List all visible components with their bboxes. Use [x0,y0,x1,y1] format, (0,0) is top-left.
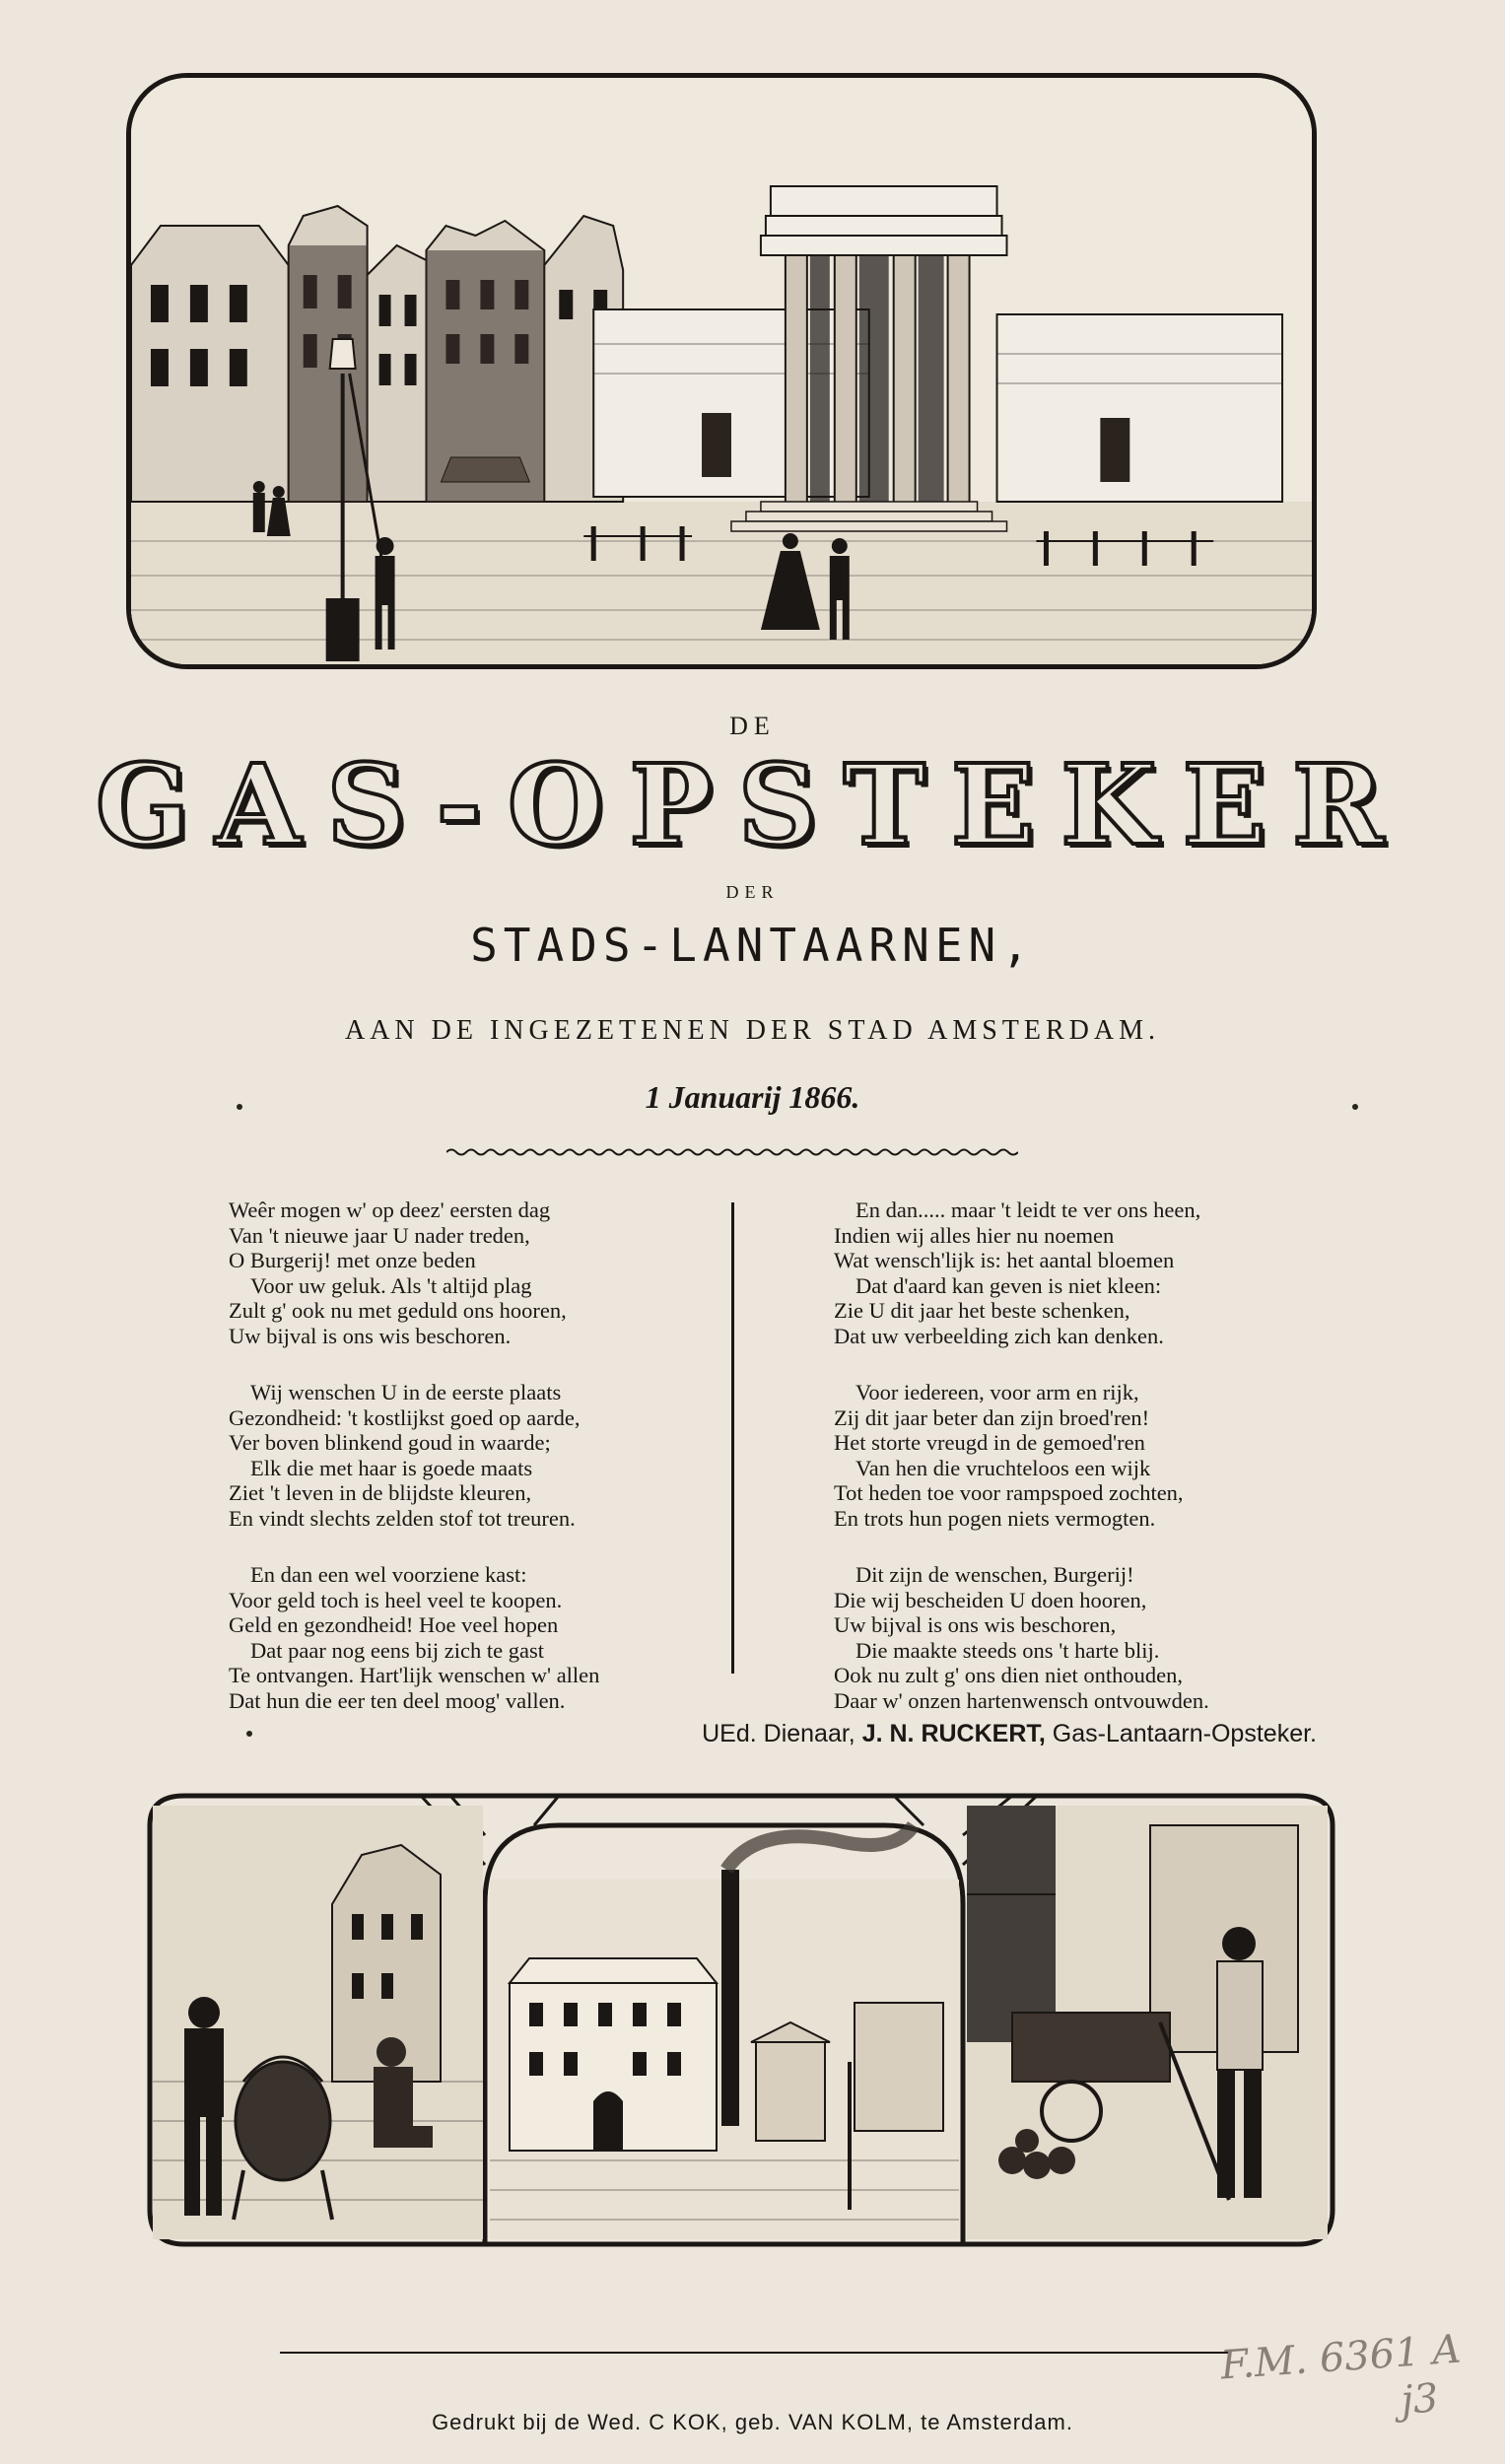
poem-line: Dat uw verbeelding zich kan denken. [834,1323,1164,1348]
poem-line: En dan een wel voorziene kast: [250,1562,527,1587]
poem-line: Ziet 't leven in de blijdste kleuren, [229,1480,532,1505]
printer-imprint: Gedrukt bij de Wed. C KOK, geb. VAN KOLM, te Amsterdam. [432,2410,1073,2434]
poem-line: Gezondheid: 't kostlijkst goed op aarde, [229,1404,581,1430]
gasworks-illustrations [145,1786,1336,2252]
poem-line: O Burgerij! met onze beden [229,1248,476,1272]
poem-stanza [834,1380,1327,1531]
poem-line: Wij wenschen U in de eerste plaats [250,1380,562,1404]
poem-line: Tot heden toe voor rampspoed zochten, [834,1480,1184,1505]
signature-role: Gas-Lantaarn-Opsteker. [1052,1720,1317,1747]
main-title: GAS-OPSTEKER [95,741,1410,870]
poem-line: Dat hun die eer ten deel moog' vallen. [229,1687,566,1713]
ink-speck [237,1104,242,1110]
poem-line: En vindt slechts zelden stof tot treuren. [229,1505,576,1531]
poem-line: Ver boven blinkend goud in waarde; [229,1430,551,1455]
wavy-divider [446,1145,1018,1159]
poem-line: Uw bijval is ons wis beschoren. [229,1323,512,1348]
poem-line: Van hen die vruchteloos een wijk [855,1455,1151,1480]
poem-stanza [229,1562,692,1713]
title-der: DER [725,882,780,902]
bottom-engravings [145,1786,1336,2252]
town-square-illustration [131,78,1312,664]
poem-line: Zie U dit jaar het beste schenken, [834,1298,1130,1323]
poem-line: Weêr mogen w' op deez' eersten dag [229,1198,551,1222]
signature [702,1720,1317,1748]
poem-line: Geld en gezondheid! Hoe veel hopen [229,1612,559,1637]
poem-line: Dat paar nog eens bij zich te gast [250,1637,545,1663]
poem-line: Indien wij alles hier nu noemen [834,1222,1115,1248]
handwritten-catalog-number [1219,2326,1466,2437]
ink-speck [246,1731,252,1737]
address-line: AAN DE INGEZETENEN DER STAD AMSTERDAM. [344,1015,1161,1046]
poem-line: Voor geld toch is heel veel te koopen. [229,1587,563,1612]
poem-line: Het storte vreugd in de gemoed'ren [834,1430,1145,1455]
poem-line: Van 't nieuwe jaar U nader treden, [229,1222,530,1248]
catalog-line-2: j3 [1399,2375,1440,2424]
column-divider [731,1202,734,1674]
poem-line: Dit zijn de wenschen, Burgerij! [855,1562,1134,1587]
signature-name: J. N. RUCKERT, [861,1720,1046,1747]
poem-stanza [834,1562,1327,1713]
signature-prefix: UEd. Dienaar, [702,1720,855,1747]
poem-stanza [834,1198,1327,1348]
poem-line: Voor uw geluk. Als 't altijd plag [250,1272,532,1298]
poem-line: Die maakte steeds ons 't harte blij. [855,1637,1160,1663]
subtitle: STADS-LANTAARNEN, [470,919,1035,972]
poem-line: Elk die met haar is goede maats [250,1455,533,1480]
title-article: DE [729,712,776,740]
footer-rule [280,2352,1231,2354]
poem-line: Zij dit jaar beter dan zijn broed'ren! [834,1404,1150,1430]
poem-right-column [834,1198,1327,1745]
poem-left-column [229,1198,692,1745]
ink-speck [1352,1104,1358,1110]
poem-line: Te ontvangen. Hart'lijk wenschen w' allen [229,1663,600,1687]
poem-line: Die wij bescheiden U doen hooren, [834,1587,1147,1612]
poem-stanza [229,1380,692,1531]
poem-line: Daar w' onzen hartenwensch ontvouwden. [834,1687,1209,1713]
poem-line: Uw bijval is ons wis beschoren, [834,1612,1117,1637]
poem-line: Wat wensch'lijk is: het aantal bloemen [834,1248,1175,1272]
poem-line: En trots hun pogen niets vermogten. [834,1505,1156,1531]
top-engraving [126,73,1317,669]
poem-line: Ook nu zult g' ons dien niet onthouden, [834,1663,1184,1687]
poem-line: Voor iedereen, voor arm en rijk, [855,1380,1139,1404]
catalog-line-1: F.M. 6361 A [1219,2326,1463,2389]
date-line: 1 Januarij 1866. [645,1079,860,1115]
poem-line: En dan..... maar 't leidt te ver ons heen, [855,1198,1201,1222]
poem-line: Dat d'aard kan geven is niet kleen: [855,1272,1162,1298]
poem-stanza [229,1198,692,1348]
poem-line: Zult g' ook nu met geduld ons hooren, [229,1298,567,1323]
